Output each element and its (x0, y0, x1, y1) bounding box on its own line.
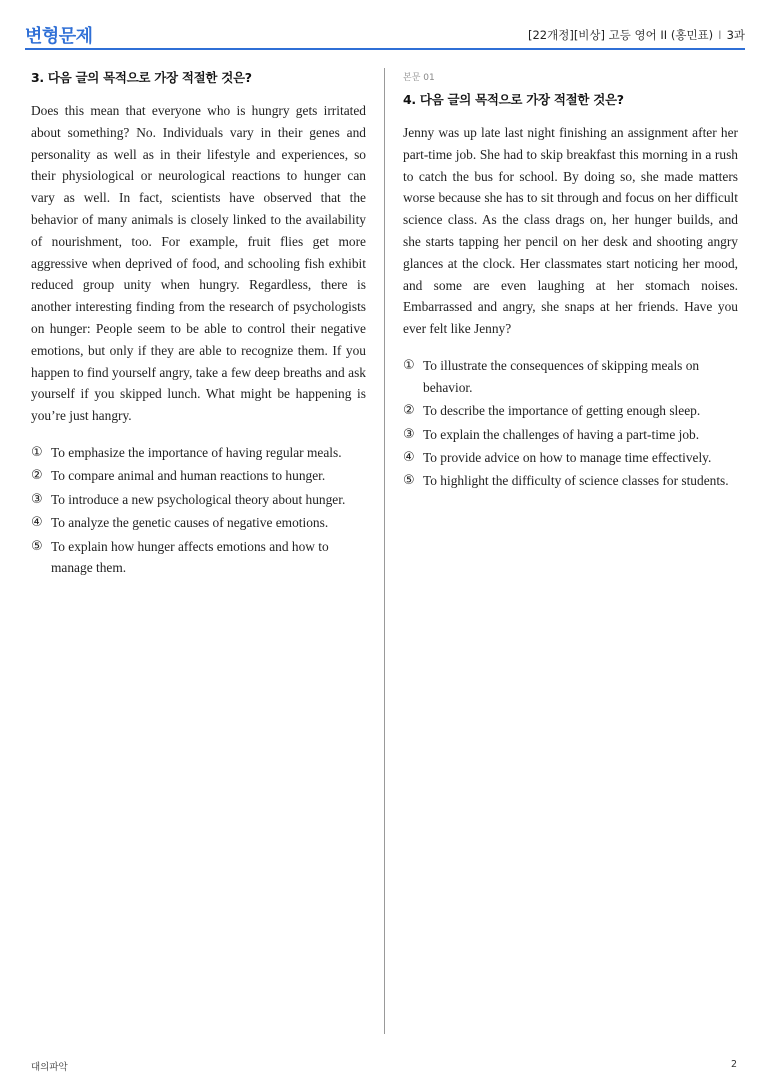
option-text: To explain the challenges of having a part-time job. (423, 426, 700, 442)
answer-option[interactable] (403, 447, 738, 469)
page-number: 2 (731, 1059, 738, 1070)
answer-option[interactable] (403, 424, 738, 446)
option-text: To compare animal and human reactions to hunger. (51, 468, 326, 484)
question-passage: Does this mean that everyone who is hungry gets irritated about something? No. Individuals vary in their genes and personality as well as in their lifestyle and experiences, so their physiological or neurological reactions to hunger can vary as well. In fact, scientists have observed that the behavior of many animals is closely linked to the availability of nourishment, too. For example, fruit flies get more aggressive when deprived of food, and schooling fish exhibit reduced group unity when hungry. Regardless, there is another interesting finding from the research of psychologists on hunger: People seem to be able to control their negative emotions, but only if they are able to recognize them. If you happen to find yourself angry, take a few deep breaths and ask yourself if you skipped lunch. What might be happening is you’re just hangry. (31, 103, 366, 424)
option-text: To analyze the genetic causes of negative emotions. (51, 515, 329, 531)
answer-option[interactable] (403, 400, 738, 422)
lesson-label: 3과 (726, 28, 745, 42)
option-text: To highlight the difficulty of science classes for students. (423, 473, 729, 489)
option-text: To emphasize the importance of having regular meals. (51, 444, 342, 460)
answer-option[interactable] (403, 470, 738, 492)
answer-option[interactable] (31, 536, 366, 580)
option-text: To explain how hunger affects emotions and how to manage them. (51, 538, 329, 576)
option-number: ② (403, 403, 415, 419)
option-text: To introduce a new psychological theory about hunger. (51, 491, 346, 507)
page-header (25, 18, 745, 50)
source-label: 본문 01 (403, 73, 435, 83)
footer-publisher: 대의파악 (31, 1062, 68, 1073)
answer-options (403, 355, 738, 492)
option-text: To illustrate the consequences of skipping meals on behavior. (423, 357, 700, 395)
header-separator: I (718, 28, 722, 42)
answer-option[interactable] (31, 442, 366, 464)
option-text: To provide advice on how to manage time effectively. (423, 449, 712, 465)
option-text: To describe the importance of getting enough sleep. (423, 403, 701, 419)
question-3 (31, 68, 366, 581)
question-4 (403, 68, 738, 494)
answer-option[interactable] (31, 489, 366, 511)
question-title: 3. 다음 글의 목적으로 가장 적절한 것은? (31, 70, 252, 85)
option-number: ⑤ (403, 473, 415, 489)
answer-options (31, 442, 366, 579)
option-number: ③ (31, 491, 43, 507)
option-number: ① (403, 357, 415, 373)
answer-option[interactable] (31, 512, 366, 534)
answer-option[interactable] (403, 355, 738, 399)
course-info (528, 27, 745, 43)
answer-option[interactable] (31, 465, 366, 487)
course-title: [22개정][비상] 고등 영어 II (홍민표) (528, 28, 714, 42)
question-passage: Jenny was up late last night finishing an assignment after her part-time job. She had to skip breakfast this morning in a rush to catch the bus for school. By doing so, she made matters worse because she has to sit through and focus on her difficult science class. As the class drags on, her hunger builds, and she starts tapping her pencil on her desk and shooting angry glances at the clock. Her classmates start noticing her mood, and some are even laughing at her stomach noises. Embarrassed and angry, she snaps at her friends. Have you ever felt like Jenny? (403, 125, 738, 337)
option-number: ③ (403, 426, 415, 442)
question-title: 4. 다음 글의 목적으로 가장 적절한 것은? (403, 92, 624, 107)
option-number: ② (31, 468, 43, 484)
brand-title: 변형문제 (25, 26, 93, 47)
column-divider (384, 68, 385, 1034)
option-number: ⑤ (31, 538, 43, 554)
option-number: ④ (31, 515, 43, 531)
option-number: ④ (403, 449, 415, 465)
option-number: ① (31, 444, 43, 460)
